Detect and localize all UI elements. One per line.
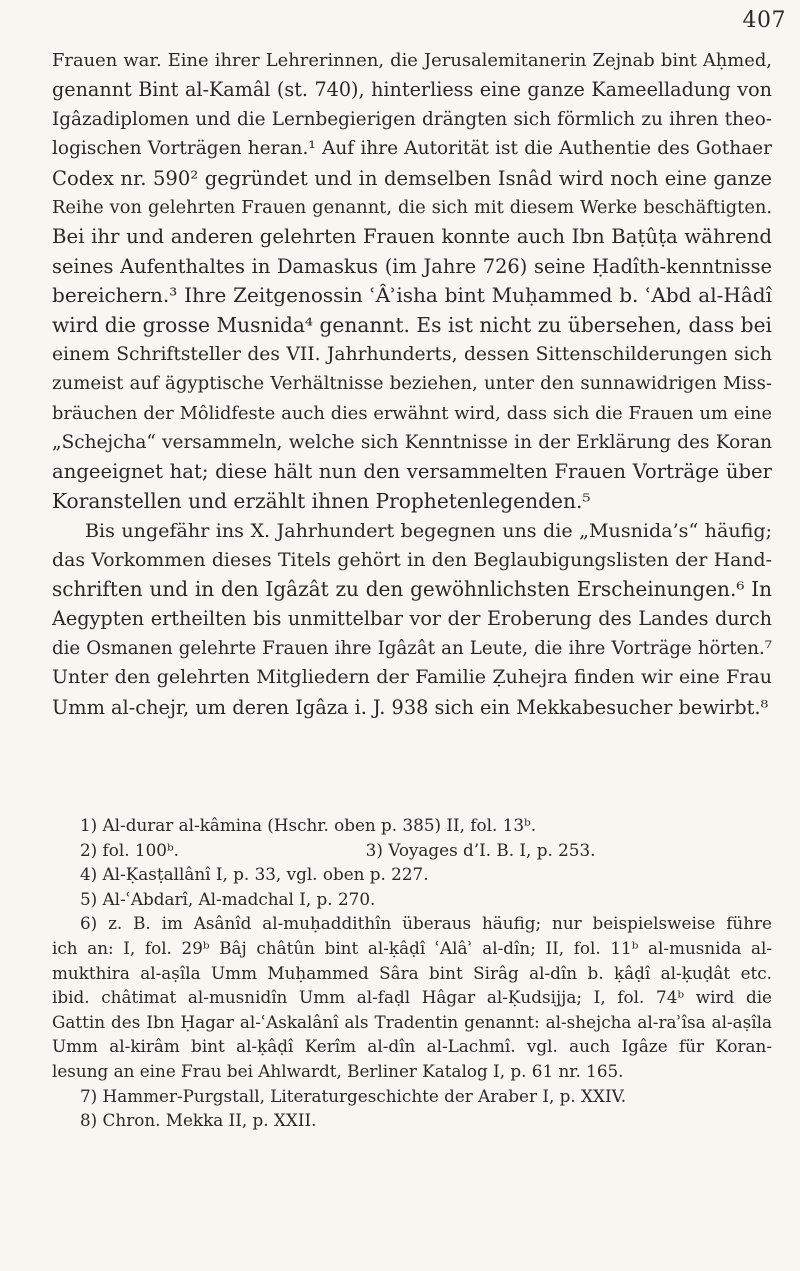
footnote-line: mukthira al-aṣîla Umm Muḥammed Sâra bint Sirâg al-dîn b. ḳâḍî al-ḳuḍât etc. (52, 962, 772, 983)
text-line: das Vorkommen dieses Titels gehört in den Beglaubigungslisten der Hand- (52, 548, 772, 571)
footnote-line: 7) Hammer-Purgstall, Literaturgeschichte der Araber I, p. XXIV. (80, 1085, 627, 1106)
text-line: schriften und in den Igâzât zu den gewöhnlichsten Erscheinungen.⁶ In (52, 577, 772, 602)
text-line: Umm al-chejr, um deren Igâza i. J. 938 sich ein Mekkabesucher bewirbt.⁸ (52, 695, 769, 719)
text-line: „Schejcha“ versammeln, welche sich Kenntnisse in der Erklärung des Koran (52, 432, 772, 454)
text-line: Bis ungefähr ins X. Jahrhundert begegnen uns die „Musnida’s“ häufig; (85, 519, 772, 543)
text-line: Codex nr. 590² gegründet und in demselben Isnâd wird noch eine ganze (52, 166, 772, 190)
text-line: bräuchen der Môlidfeste auch dies erwähnt wird, dass sich die Frauen um eine (52, 402, 772, 424)
footnote-line: 1) Al-durar al-kâmina (Hschr. oben p. 385) II, fol. 13ᵇ. (80, 815, 537, 835)
text-line: die Osmanen gelehrte Frauen ihre Igâzât an Leute, die ihre Vorträge hörten.⁷ (52, 637, 772, 659)
page-number: 407 (742, 8, 786, 33)
text-line: zumeist auf ägyptische Verhältnisse beziehen, unter den sunnawidrigen Miss- (52, 373, 772, 395)
footnote-line: ibid. châtimat al-musnidîn Umm al-faḍl Hâgar al-Ḳudsijja; I, fol. 74ᵇ wird die (52, 987, 772, 1008)
main-text (52, 46, 772, 722)
text-line: einem Schriftsteller des VII. Jahrhunderts, dessen Sittenschilderungen sich (52, 343, 772, 365)
footnote-line: 4) Al-Ḳasṭallânî I, p. 33, vgl. oben p. 227. (80, 864, 429, 885)
text-line: seines Aufenthaltes in Damaskus (im Jahre 726) seine Ḥadîth-kenntnisse (52, 254, 772, 278)
footnote-line: lesung an eine Frau bei Ahlwardt, Berliner Katalog I, p. 61 nr. 165. (52, 1060, 624, 1081)
text-line: bereichern.³ Ihre Zeitgenossin ʿÂʾisha bint Muḥammed b. ʿAbd al-Hâdî (52, 283, 772, 308)
footnotes (52, 813, 772, 1133)
text-line: Koranstellen und erzählt ihnen Prophetenlegenden.⁵ (52, 488, 591, 513)
footnote-line: Umm al-kirâm bint al-ḳâḍî Kerîm al-dîn al-Lachmî. vgl. auch Igâze für Koran- (52, 1036, 772, 1057)
text-line: wird die grosse Musnida⁴ genannt. Es ist nicht zu übersehen, dass bei (52, 312, 772, 337)
text-line: genannt Bint al-Kamâl (st. 740), hinterliess eine ganze Kameelladung von (52, 78, 772, 102)
text-line: Unter den gelehrten Mitgliedern der Familie Ẓuhejra finden wir eine Frau (52, 666, 772, 689)
footnote-line: 6) z. B. im Asânîd al-muḥaddithîn überaus häufig; nur beispielsweise führe (80, 913, 772, 934)
footnote-line: 5) Al-ʿAbdarî, Al-madchal I, p. 270. (80, 888, 376, 909)
footnote-line: 8) Chron. Mekka II, p. XXII. (80, 1110, 317, 1131)
text-line: angeeignet hat; diese hält nun den versammelten Frauen Vorträge über (52, 460, 772, 484)
text-line: Reihe von gelehrten Frauen genannt, die sich mit diesem Werke beschäftigten. (52, 196, 772, 218)
footnote-line: 2) fol. 100ᵇ. 3) Voyages d’I. B. I, p. 253. (80, 839, 596, 860)
text-line: Bei ihr und anderen gelehrten Frauen konnte auch Ibn Baṭûṭa während (52, 225, 772, 249)
footnote-line: ich an: I, fol. 29ᵇ Bâj châtûn bint al-ḳâḍî ʿAlâʾ al-dîn; II, fol. 11ᵇ al-musnida al- (52, 937, 772, 958)
text-line: Aegypten ertheilten bis unmittelbar vor der Eroberung des Landes durch (52, 607, 772, 631)
text-line: logischen Vorträgen heran.¹ Auf ihre Autorität ist die Authentie des Gothaer (52, 138, 772, 160)
footnote-line: Gattin des Ibn Ḥagar al-ʿAskalânî als Tradentin genannt: al-shejcha al-raʾîsa al-aṣîla (52, 1011, 772, 1032)
text-line: Frauen war. Eine ihrer Lehrerinnen, die Jerusalemitanerin Zejnab bint Aḥmed, (52, 50, 772, 71)
text-line: Igâzadiplomen und die Lernbegierigen drängten sich förmlich zu ihren theo- (52, 108, 772, 130)
